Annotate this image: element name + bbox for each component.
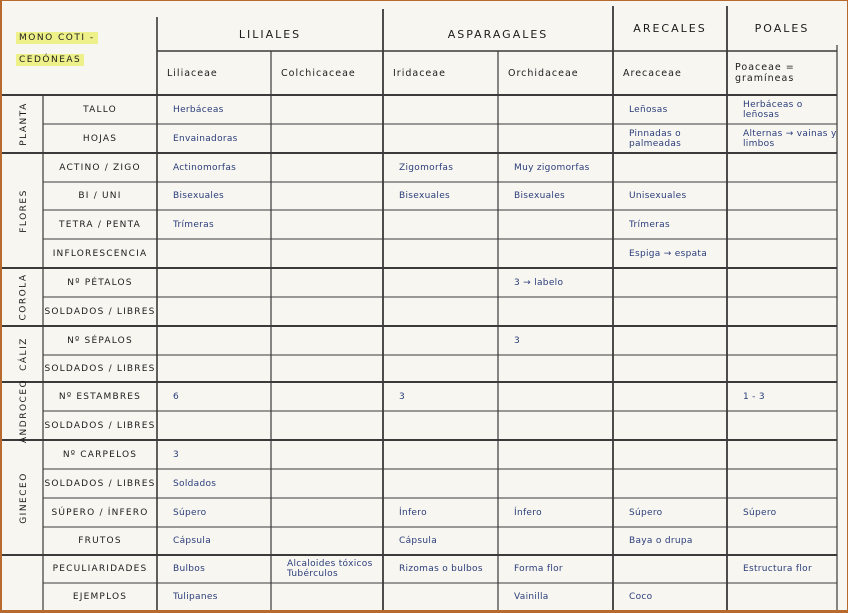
cell-arecaceae: Baya o drupa — [629, 536, 693, 546]
cell-liliaceae: Tulipanes — [173, 591, 218, 602]
cell-colchicaceae — [271, 498, 383, 527]
cell-iridaceae: Ínfero — [399, 507, 427, 518]
cell-poaceae — [727, 297, 837, 326]
cell-orchidaceae — [498, 210, 613, 239]
cell-arecaceae — [613, 268, 727, 297]
family-header-poaceae: Poaceae = gramíneas — [735, 62, 795, 84]
cell-iridaceae: Bisexuales — [399, 191, 451, 201]
cell-poaceae — [727, 411, 837, 440]
cell-poaceae — [727, 326, 837, 355]
cell-colchicaceae — [271, 440, 383, 469]
cell-arecaceae — [613, 326, 727, 355]
title-line-2: CEDÓNEAS — [16, 54, 84, 66]
cell-iridaceae — [383, 95, 498, 124]
cell-liliaceae: Soldados — [173, 478, 217, 489]
group-label: PLANTA — [19, 102, 29, 146]
cell-iridaceae: 3 — [399, 391, 406, 402]
cell-colchicaceae — [271, 153, 383, 182]
cell-arecaceae: Trímeras — [629, 219, 670, 230]
cell-liliaceae: 6 — [173, 391, 180, 402]
cell-orchidaceae: Forma flor — [514, 564, 563, 574]
cell-iridaceae — [383, 239, 498, 268]
cell-colchicaceae — [271, 95, 383, 124]
cell-colchicaceae — [271, 326, 383, 355]
cell-iridaceae — [383, 440, 498, 469]
cell-arecaceae — [613, 411, 727, 440]
cell-orchidaceae — [498, 297, 613, 326]
row-label: Nº CARPELOS — [62, 449, 138, 460]
cell-colchicaceae — [271, 124, 383, 153]
cell-arecaceae — [613, 440, 727, 469]
notes-sheet — [2, 1, 847, 610]
cell-iridaceae — [383, 355, 498, 382]
cell-liliaceae: Actinomorfas — [173, 162, 237, 173]
group-label: GINECEO — [19, 471, 30, 524]
row-label: SOLDADOS / LIBRES — [44, 363, 156, 374]
cell-orchidaceae — [498, 411, 613, 440]
cell-arecaceae: Unisexuales — [629, 191, 687, 201]
cell-liliaceae: Bisexuales — [173, 191, 225, 201]
cell-arecaceae: Leñosas — [629, 104, 668, 115]
row-label: Nº PÉTALOS — [67, 277, 133, 288]
group-label: ANDROCEO — [19, 378, 29, 444]
row-label: SÚPERO / ÍNFERO — [51, 507, 149, 518]
row-label: BI / UNI — [78, 191, 122, 201]
cell-arecaceae: Pinnadas o palmeadas — [629, 128, 682, 149]
cell-colchicaceae: Alcaloides tóxicos Tubérculos — [287, 559, 373, 579]
group-caliz — [5, 326, 43, 382]
cell-iridaceae — [383, 124, 498, 153]
cell-iridaceae — [383, 210, 498, 239]
cell-iridaceae: Rizomas o bulbos — [399, 564, 483, 574]
row-label: FRUTOS — [78, 536, 122, 546]
cell-poaceae — [727, 239, 837, 268]
order-header-arecales: ARECALES — [633, 21, 707, 35]
cell-colchicaceae — [271, 297, 383, 326]
cell-poaceae: 1 - 3 — [743, 391, 765, 402]
cell-arecaceae — [613, 555, 727, 583]
cell-iridaceae: Zigomorfas — [399, 162, 454, 173]
row-label: TETRA / PENTA — [59, 219, 141, 230]
family-header-colchicaceae: Colchicaceae — [281, 67, 356, 79]
order-header-liliales: LILIALES — [238, 27, 302, 41]
cell-orchidaceae: 3 → labelo — [514, 277, 564, 288]
cell-arecaceae: Súpero — [629, 507, 663, 518]
cell-colchicaceae — [271, 355, 383, 382]
cell-arecaceae — [613, 297, 727, 326]
cell-orchidaceae: 3 — [514, 335, 521, 346]
cell-orchidaceae — [498, 124, 613, 153]
cell-liliaceae — [157, 411, 271, 440]
row-label: INFLORESCENCIA — [52, 248, 148, 259]
title-line-1: MONO COTI - — [16, 32, 98, 44]
cell-liliaceae: Súpero — [173, 507, 207, 518]
cell-poaceae — [727, 355, 837, 382]
cell-iridaceae — [383, 268, 498, 297]
cell-orchidaceae: Muy zigomorfas — [514, 162, 590, 173]
cell-arecaceae — [613, 355, 727, 382]
cell-iridaceae: Cápsula — [399, 536, 438, 546]
cell-iridaceae — [383, 411, 498, 440]
group-flores — [5, 153, 43, 268]
cell-colchicaceae — [271, 268, 383, 297]
cell-poaceae — [727, 210, 837, 239]
family-header-orchidaceae: Orchidaceae — [508, 67, 579, 79]
cell-orchidaceae: Vainilla — [514, 591, 549, 602]
group-label: FLORES — [19, 188, 30, 233]
group-label: CÁLIZ — [19, 337, 29, 371]
cell-arecaceae — [613, 382, 727, 411]
cell-poaceae — [727, 469, 837, 498]
cell-colchicaceae — [271, 469, 383, 498]
cell-liliaceae: Cápsula — [173, 536, 212, 546]
cell-liliaceae — [157, 355, 271, 382]
cell-poaceae — [727, 268, 837, 297]
cell-arecaceae: Espiga → espata — [629, 248, 708, 259]
cell-orchidaceae: Bisexuales — [514, 191, 566, 201]
row-label: TALLO — [83, 104, 117, 115]
row-label: Nº ESTAMBRES — [58, 391, 142, 402]
cell-poaceae: Herbáceas o leñosas — [743, 99, 803, 120]
cell-poaceae — [727, 440, 837, 469]
cell-poaceae — [727, 583, 837, 610]
cell-arecaceae: Coco — [629, 591, 653, 602]
group-gineceo — [5, 440, 43, 555]
cell-poaceae: Súpero — [743, 507, 777, 518]
row-label: Nº SÉPALOS — [67, 335, 133, 346]
cell-colchicaceae — [271, 382, 383, 411]
row-label: SOLDADOS / LIBRES — [44, 306, 156, 317]
family-header-liliaceae: Liliaceae — [167, 67, 218, 79]
cell-liliaceae — [157, 268, 271, 297]
row-label: EJEMPLOS — [72, 591, 128, 602]
cell-iridaceae — [383, 583, 498, 610]
cell-colchicaceae — [271, 239, 383, 268]
cell-liliaceae — [157, 239, 271, 268]
cell-liliaceae — [157, 326, 271, 355]
group-androceo — [5, 378, 43, 444]
row-label: ACTINO / ZIGO — [59, 162, 141, 173]
cell-orchidaceae: Ínfero — [514, 507, 542, 518]
group-planta — [5, 95, 43, 153]
row-label: HOJAS — [82, 133, 118, 144]
cell-colchicaceae — [271, 411, 383, 440]
order-header-poales: POALES — [754, 21, 810, 35]
cell-iridaceae — [383, 469, 498, 498]
cell-liliaceae: Trímeras — [173, 219, 214, 230]
cell-orchidaceae — [498, 440, 613, 469]
cell-iridaceae — [383, 297, 498, 326]
order-header-asparagales: ASPARAGALES — [447, 27, 549, 41]
cell-arecaceae — [613, 469, 727, 498]
cell-colchicaceae — [271, 210, 383, 239]
cell-liliaceae: Envainadoras — [173, 133, 238, 144]
cell-poaceae — [727, 182, 837, 210]
cell-liliaceae: Bulbos — [173, 564, 206, 574]
cell-orchidaceae — [498, 382, 613, 411]
row-label: PECULIARIDADES — [52, 564, 148, 574]
cell-arecaceae — [613, 153, 727, 182]
cell-liliaceae: 3 — [173, 449, 180, 460]
cell-poaceae: Estructura flor — [743, 564, 812, 574]
row-label: SOLDADOS / LIBRES — [44, 478, 156, 489]
group-label: COROLA — [19, 273, 29, 321]
cell-poaceae — [727, 527, 837, 555]
cell-iridaceae — [383, 326, 498, 355]
cell-poaceae: Alternas → vainas y limbos — [743, 128, 837, 149]
cell-orchidaceae — [498, 527, 613, 555]
cell-colchicaceae — [271, 583, 383, 610]
family-header-iridaceae: Iridaceae — [393, 67, 446, 79]
cell-orchidaceae — [498, 355, 613, 382]
cell-liliaceae: Herbáceas — [173, 104, 224, 115]
cell-orchidaceae — [498, 239, 613, 268]
cell-orchidaceae — [498, 469, 613, 498]
family-header-arecaceae: Arecaceae — [623, 67, 682, 79]
cell-liliaceae — [157, 297, 271, 326]
cell-colchicaceae — [271, 182, 383, 210]
table-title — [16, 27, 112, 71]
cell-colchicaceae — [271, 527, 383, 555]
cell-orchidaceae — [498, 95, 613, 124]
group-corola — [5, 268, 43, 326]
row-label: SOLDADOS / LIBRES — [44, 420, 156, 431]
cell-poaceae — [727, 153, 837, 182]
